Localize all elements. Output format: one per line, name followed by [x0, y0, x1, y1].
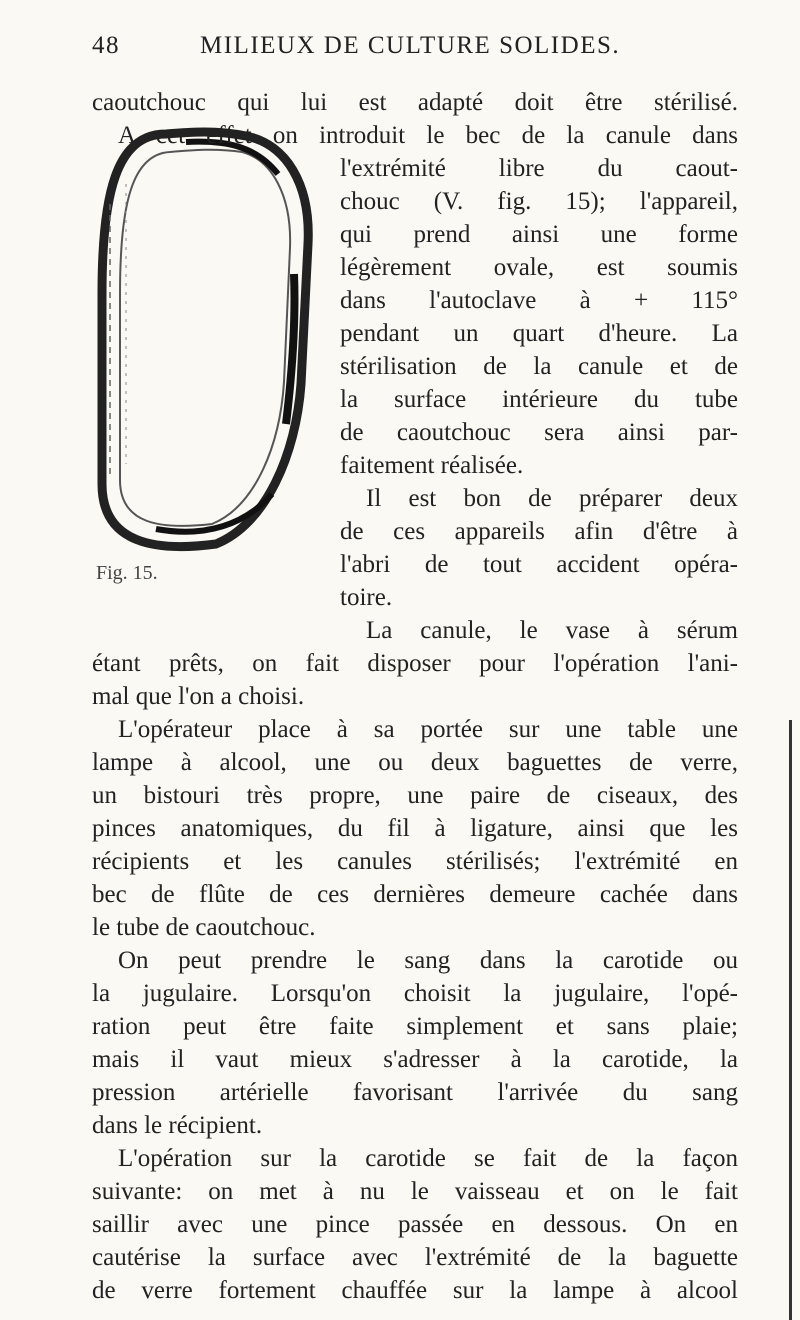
- text-line: de caoutchouc sera ainsi par-: [340, 419, 738, 446]
- text-line: ration peut être faite simplement et sans plaie;: [92, 1013, 738, 1040]
- text-line: Il est bon de préparer deux: [366, 485, 738, 512]
- text-line: de ces appareils afin d'être à: [340, 518, 738, 545]
- text-line: la jugulaire. Lorsqu'on choisit la jugulaire, l'opé-: [92, 980, 738, 1007]
- text-line: pendant un quart d'heure. La: [340, 320, 738, 347]
- text-line: toire.: [340, 584, 393, 611]
- text-line: étant prêts, on fait disposer pour l'opération l'ani-: [92, 650, 738, 677]
- text-line: pinces anatomiques, du fil à ligature, ainsi que les: [92, 815, 738, 842]
- text-line: A cet effet on introduit le bec de la canule dans: [118, 122, 738, 149]
- text-line: pression artérielle favorisant l'arrivée du sang: [92, 1079, 738, 1106]
- text-line: dans l'autoclave à + 115°: [340, 287, 738, 314]
- text-line: mal que l'on a choisi.: [92, 683, 305, 710]
- text-line: dans le récipient.: [92, 1112, 263, 1139]
- text-line: la surface intérieure du tube: [340, 386, 738, 413]
- figure-caption: Fig. 15.: [96, 562, 158, 584]
- text-line: de verre fortement chauffée sur la lampe à alcool: [92, 1277, 738, 1304]
- text-line: L'opération sur la carotide se fait de la façon: [118, 1145, 738, 1172]
- page-edge-shadow: [789, 720, 792, 1320]
- text-line: un bistouri très propre, une paire de ciseaux, des: [92, 782, 738, 809]
- text-line: l'abri de tout accident opéra-: [340, 551, 738, 578]
- text-line: La canule, le vase à sérum: [366, 617, 738, 644]
- text-line: qui prend ainsi une forme: [340, 221, 738, 248]
- text-line: suivante: on met à nu le vaisseau et on le fait: [92, 1178, 738, 1205]
- text-line: cautérise la surface avec l'extrémité de la baguette: [92, 1244, 738, 1271]
- text-line: lampe à alcool, une ou deux baguettes de verre,: [92, 749, 738, 776]
- text-line: mais il vaut mieux s'adresser à la carotide, la: [92, 1046, 738, 1073]
- text-line: saillir avec une pince passée en dessous. On en: [92, 1211, 738, 1238]
- text-line: récipients et les canules stérilisés; l'extrémité en: [92, 848, 738, 875]
- text-line: bec de flûte de ces dernières demeure cachée dans: [92, 881, 738, 908]
- text-line: stérilisation de la canule et de: [340, 353, 738, 380]
- text-line: On peut prendre le sang dans la carotide ou: [118, 947, 738, 974]
- text-line: L'opérateur place à sa portée sur une table une: [118, 716, 738, 743]
- text-line: faitement réalisée.: [340, 452, 524, 479]
- text-line: légèrement ovale, est soumis: [340, 254, 738, 281]
- rubber-tube-oval-icon: [96, 124, 316, 554]
- text-line: caoutchouc qui lui est adapté doit être stérilisé.: [92, 89, 738, 116]
- text-line: le tube de caoutchouc.: [92, 914, 316, 941]
- page-number: 48: [92, 32, 120, 59]
- text-line: l'extrémité libre du caout-: [340, 155, 738, 182]
- text-line: chouc (V. fig. 15); l'appareil,: [340, 188, 738, 215]
- running-title: MILIEUX DE CULTURE SOLIDES.: [200, 32, 621, 59]
